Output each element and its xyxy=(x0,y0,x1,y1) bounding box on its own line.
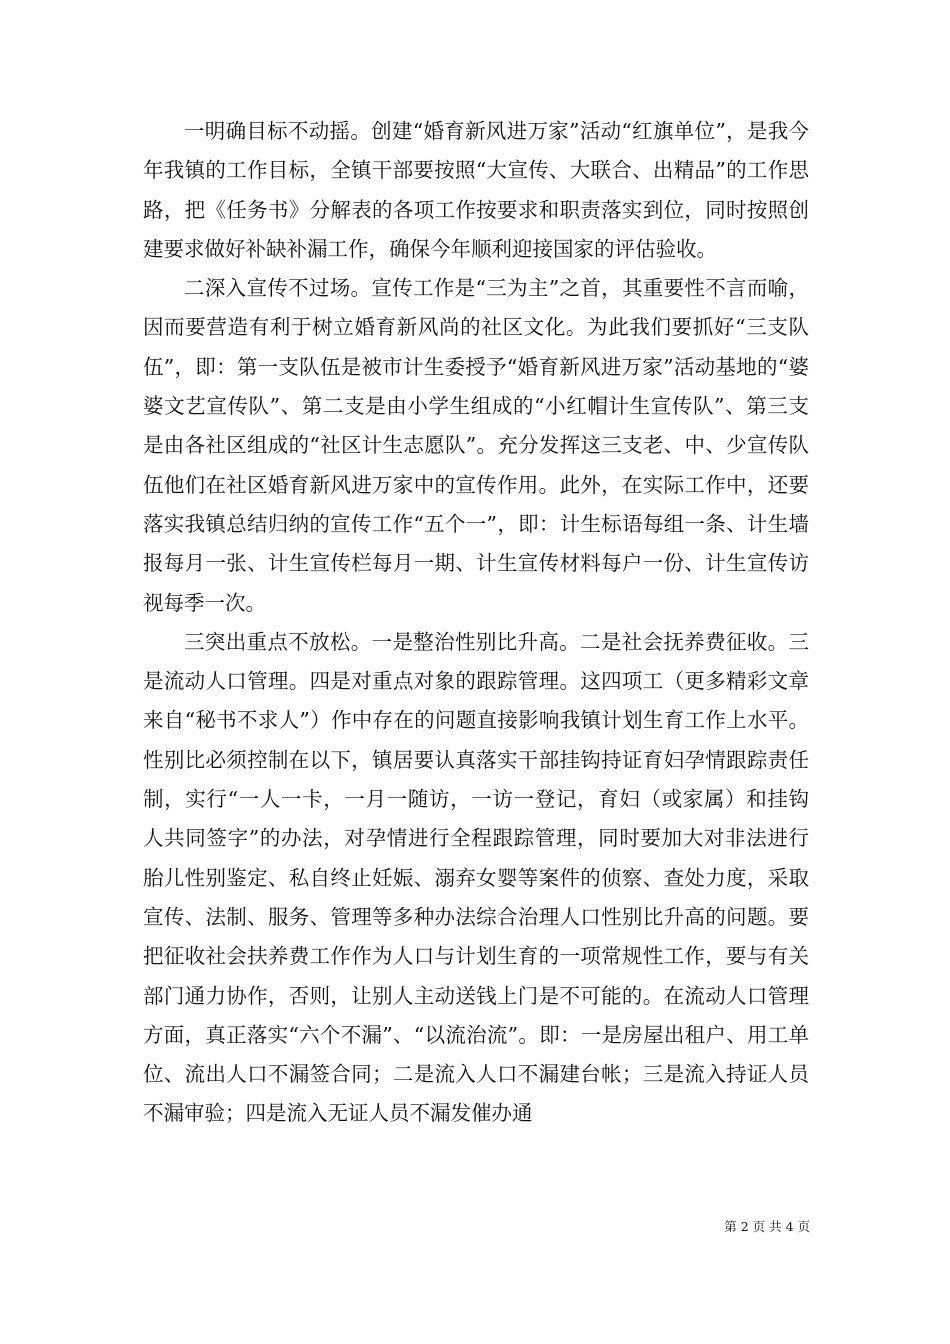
document-body xyxy=(143,112,809,1134)
page-number-footer: 第 2 页 共 4 页 xyxy=(724,1219,810,1234)
paragraph-publicity: 二深入宣传不过场。宣传工作是“三为主”之首，其重要性不言而喻，因而要营造有利于树立婚育新风尚的社区文化。为此我们要抓好“三支队伍”，即：第一支队伍是被市计生委授予“婚育新风进万家”活动基地的“婆婆文艺宣传队”、第二支是由小学生组成的“小红帽计生宣传队”、第三支是由各社区组成的“社区计生志愿队”。充分发挥这三支老、中、少宣传队伍他们在社区婚育新风进万家中的宣传作用。此外，在实际工作中，还要落实我镇总结归纳的宣传工作“五个一”，即：计生标语每组一条、计生墙报每月一张、计生宣传栏每月一期、计生宣传材料每户一份、计生宣传访视每季一次。 xyxy=(143,276,809,615)
paragraph-key-points: 三突出重点不放松。一是整治性别比升高。二是社会抚养费征收。三是流动人口管理。四是对重点对象的跟踪管理。这四项工（更多精彩文章来自“秘书不求人”）作中存在的问题直接影响我镇计划生育工作上水平。性别比必须控制在以下，镇居要认真落实干部挂钩持证育妇孕情跟踪责任制，实行“一人一卡，一月一随访，一访一登记，育妇（或家属）和挂钩人共同签字”的办法，对孕情进行全程跟踪管理，同时要加大对非法进行胎儿性别鉴定、私自终止妊娠、溺弃女婴等案件的侦察、查处力度，采取宣传、法制、服务、管理等多种办法综合治理人口性别比升高的问题。要把征收社会扶养费工作作为人口与计划生育的一项常规性工作，要与有关部门通力协作，否则，让别人主动送钱上门是不可能的。在流动人口管理方面，真正落实“六个不漏”、“以流治流”。即：一是房屋出租户、用工单位、流出人口不漏签合同；二是流入人口不漏建台帐；三是流入持证人员不漏审验；四是流入无证人员不漏发催办通 xyxy=(143,629,809,1126)
paragraph-goal: 一明确目标不动摇。创建“婚育新风进万家”活动“红旗单位”，是我今年我镇的工作目标，全镇干部要按照“大宣传、大联合、出精品”的工作思路，把《任务书》分解表的各项工作按要求和职责落实到位，同时按照创建要求做好补缺补漏工作，确保今年顺利迎接国家的评估验收。 xyxy=(143,119,809,261)
